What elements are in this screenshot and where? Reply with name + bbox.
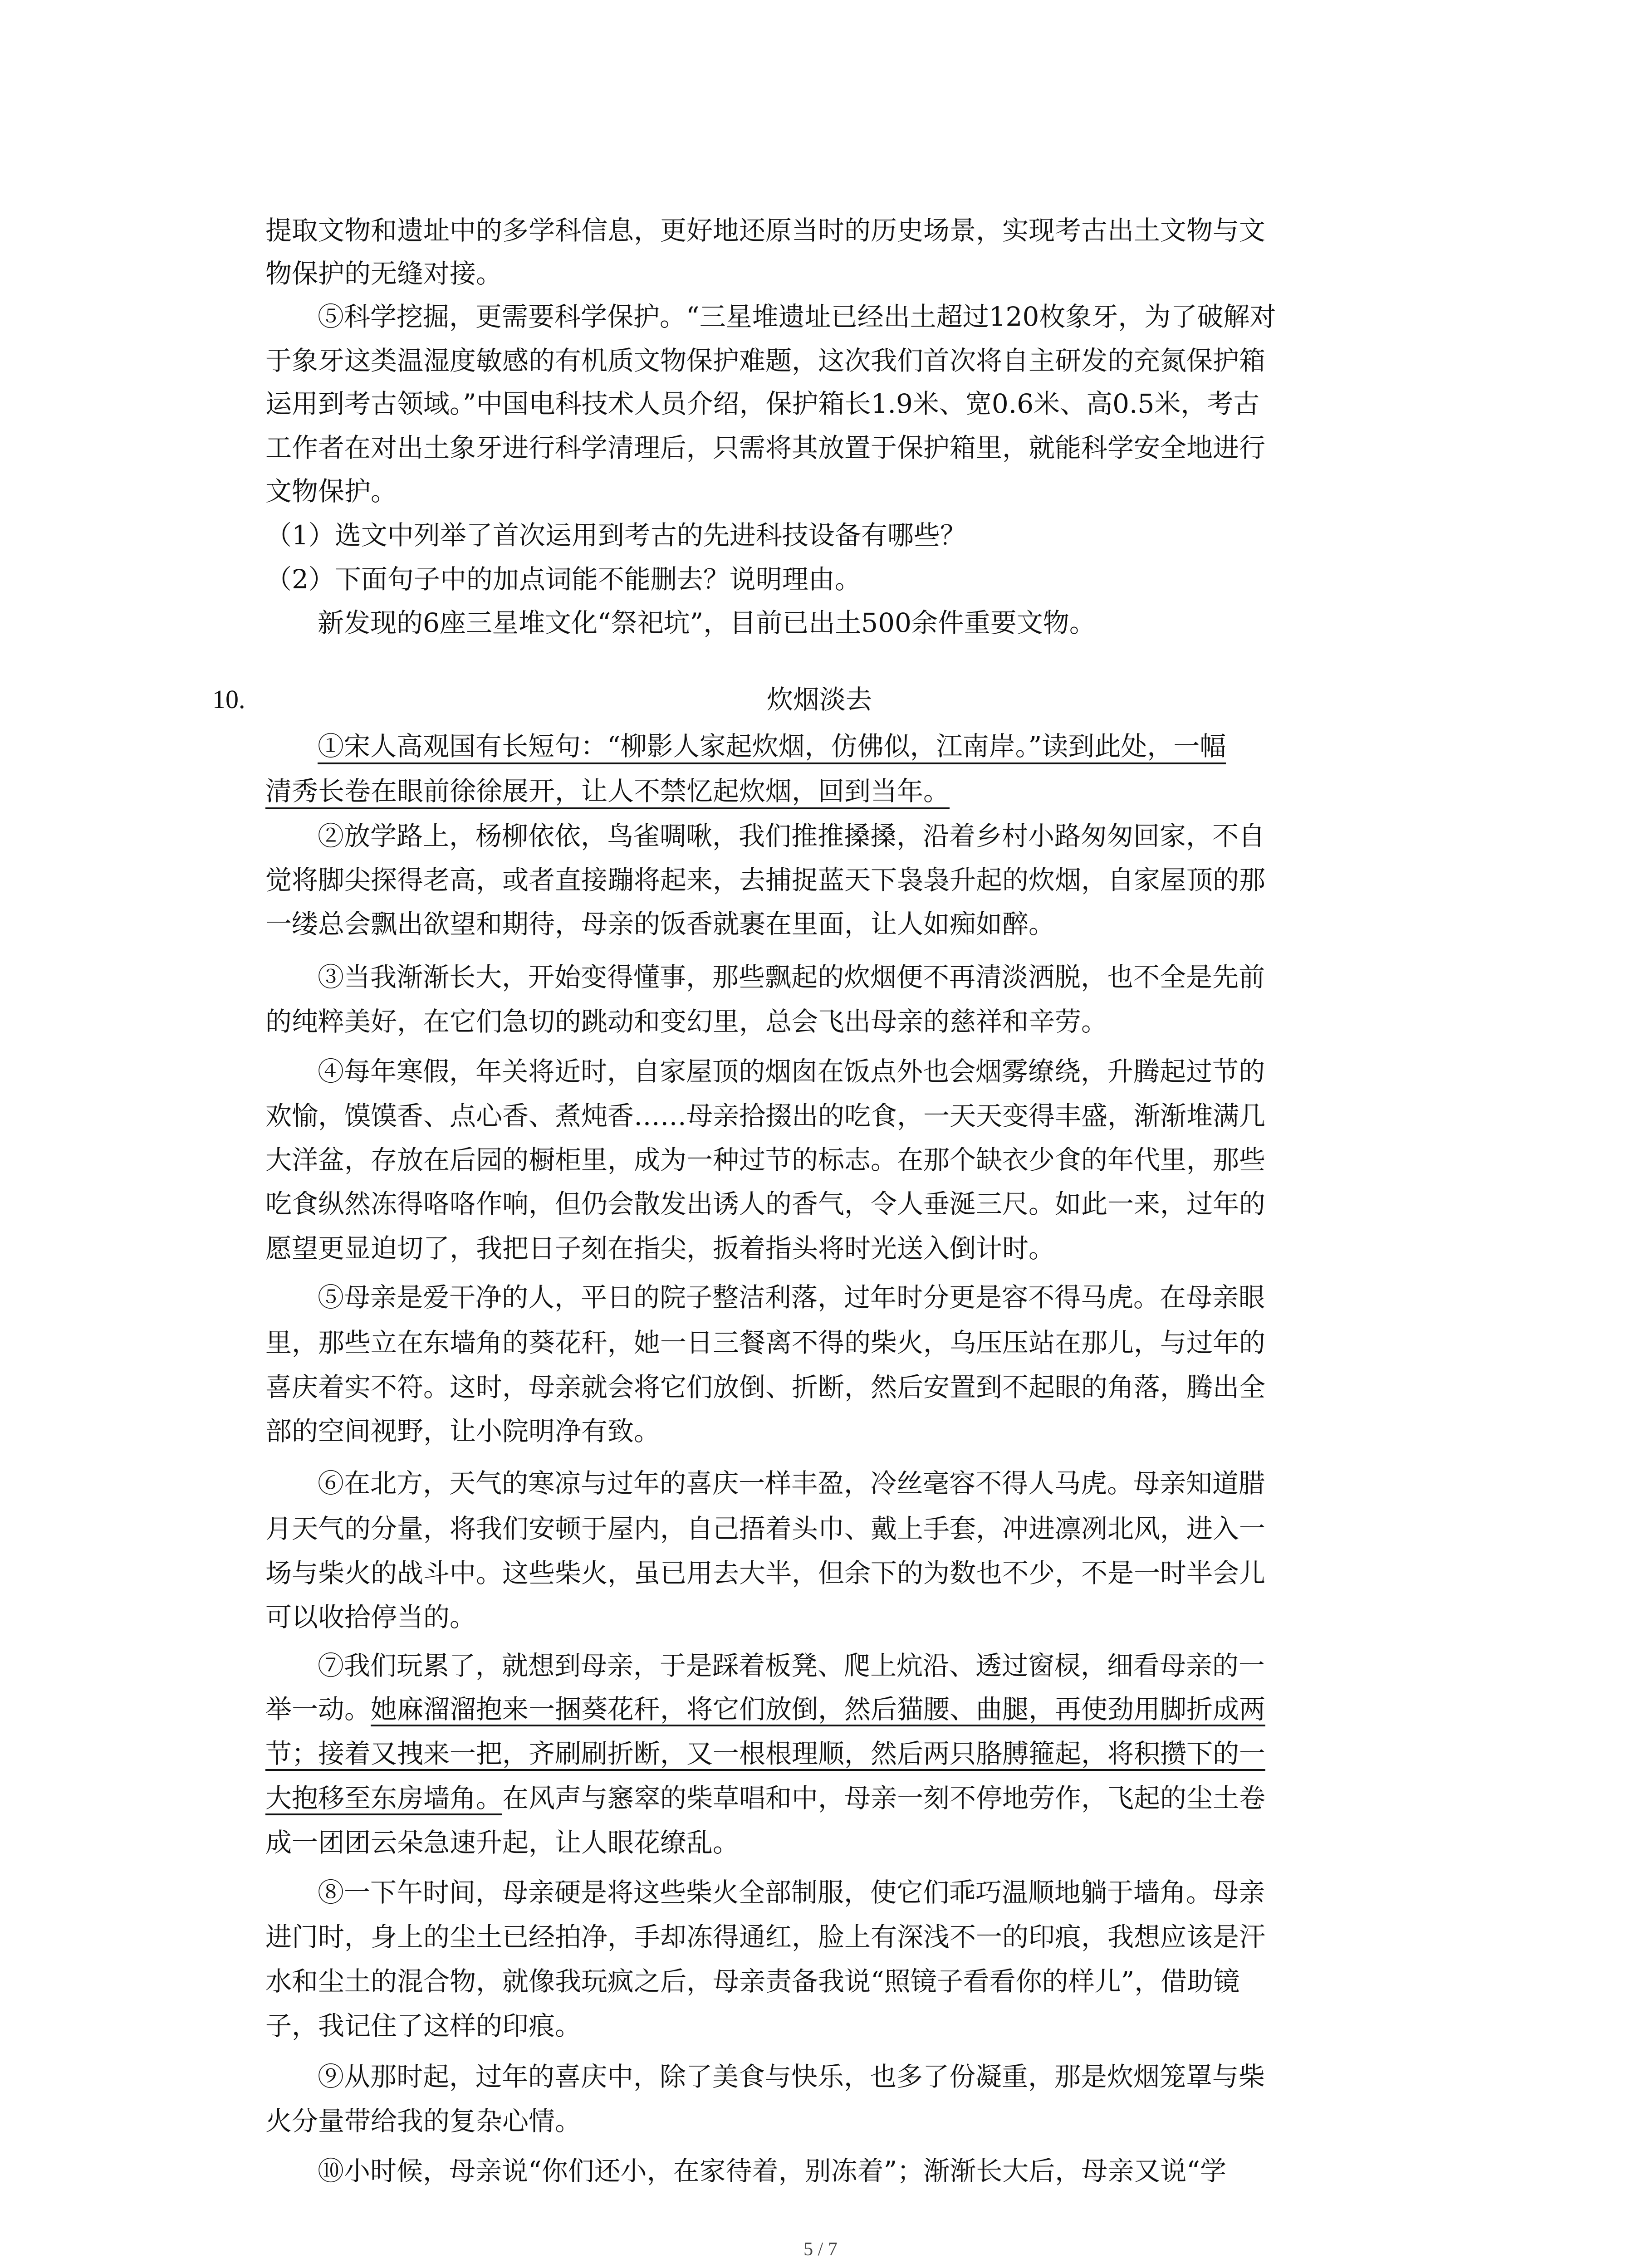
text-line: 场与柴火的战斗中。这些柴火，虽已用去大半，但余下的为数也不少，不是一时半会儿 [265,1558,1266,1589]
text-line [265,1691,1265,1727]
text-line: ⑧一下午时间，母亲硬是将这些柴火全部制服，使它们乖巧温顺地躺于墙角。母亲 [318,1877,1265,1908]
quoted-sentence: 新发现的6座三星堆文化“祭祀坑”，目前已出土500余件重要文物。 [318,607,1096,638]
text-line: 觉将脚尖探得老高，或者直接蹦将起来，去捕捉蓝天下袅袅升起的炊烟，自家屋顶的那 [265,865,1266,895]
underlined-text: 大抱移至东房墙角。 [265,1783,502,1815]
text-line: 大洋盆，存放在后园的橱柜里，成为一种过节的标志。在那个缺衣少食的年代里，那些 [265,1144,1266,1175]
text-line: 一缕总会飘出欲望和期待，母亲的饭香就裹在里面，让人如痴如醉。 [265,909,1055,939]
text-line: ⑥在北方，天气的寒凉与过年的喜庆一样丰盈，冷丝毫容不得人马虎。母亲知道腊 [318,1468,1265,1499]
text-line: 运用到考古领域。”中国电科技术人员介绍，保护箱长1.9米、宽0.6米、高0.5米，考古 [265,388,1260,419]
text-line: 可以收拾停当的。 [265,1602,476,1633]
page-number: 5 / 7 [803,2239,838,2260]
text-line: 的纯粹美好，在它们急切的跳动和变幻里，总会飞出母亲的慈祥和辛劳。 [265,1006,1108,1037]
text-line: ⑩小时候，母亲说“你们还小，在家待着，别冻着”；渐渐长大后，母亲又说“学 [318,2156,1226,2186]
underlined-text: 节；接着又拽来一把，齐刷刷折断，又一根根理顺，然后两只胳膊箍起，将积攒下的一 [265,1738,1265,1771]
text-line: 火分量带给我的复杂心情。 [265,2106,582,2136]
question-line: （2）下面句子中的加点词能不能删去？说明理由。 [265,564,861,595]
text-line: ⑤母亲是爱干净的人，平日的院子整洁利落，过年时分更是容不得马虎。在母亲眼 [318,1282,1265,1313]
plain-text: 在风声与窸窣的柴草唱和中，母亲一刻不停地劳作，飞起的尘土卷 [502,1783,1266,1813]
text-line: ②放学路上，杨柳依依，鸟雀啁啾，我们推推搡搡，沿着乡村小路匆匆回家，不自 [318,821,1265,851]
text-line [265,1780,1265,1816]
text-line [318,728,1226,764]
text-line: 月天气的分量，将我们安顿于屋内，自己捂着头巾、戴上手套，冲进凛冽北风，进入一 [265,1513,1266,1544]
text-line: 喜庆着实不符。这时，母亲就会将它们放倒、折断，然后安置到不起眼的角落，腾出全 [265,1372,1266,1403]
text-line: 吃食纵然冻得咯咯作响，但仍会散发出诱人的香气，令人垂涎三尺。如此一来，过年的 [265,1188,1266,1219]
text-line: 子，我记住了这样的印痕。 [265,2010,582,2041]
plain-text: 举一动。 [265,1694,371,1725]
text-line: ⑨从那时起，过年的喜庆中，除了美食与快乐，也多了份凝重，那是炊烟笼罩与柴 [318,2061,1265,2092]
underlined-text: 她麻溜溜抱来一捆葵花秆，将它们放倒，然后猫腰、曲腿，再使劲用脚折成两 [371,1694,1265,1726]
text-line: 水和尘土的混合物，就像我玩疯之后，母亲责备我说“照镜子看看你的样儿”，借助镜 [265,1966,1240,1997]
text-line: 里，那些立在东墙角的葵花秆，她一日三餐离不得的柴火，乌压压站在那儿，与过年的 [265,1327,1266,1358]
text-line: 提取文物和遗址中的多学科信息，更好地还原当时的历史场景，实现考古出土文物与文 [265,215,1266,246]
text-line: 于象牙这类温湿度敏感的有机质文物保护难题，这次我们首次将自主研发的充氮保护箱 [265,345,1266,376]
text-line: 成一团团云朵急速升起，让人眼花缭乱。 [265,1827,740,1858]
question-line: （1）选文中列举了首次运用到考古的先进科技设备有哪些？ [265,520,966,551]
underlined-text: 清秀长卷在眼前徐徐展开，让人不禁忆起炊烟，回到当年。 [265,776,950,809]
text-line: 物保护的无缝对接。 [265,258,503,289]
text-line: 愿望更显迫切了，我把日子刻在指尖，扳着指头将时光送入倒计时。 [265,1233,1055,1264]
text-line: 欢愉，馍馍香、点心香、煮炖香……母亲拾掇出的吃食，一天天变得丰盛，渐渐堆满几 [265,1100,1266,1131]
text-line [265,1735,1265,1772]
text-line: ④每年寒假，年关将近时，自家屋顶的烟囱在饭点外也会烟雾缭绕，升腾起过节的 [318,1056,1265,1087]
question-number: 10. [212,684,245,714]
text-line: ③当我渐渐长大，开始变得懂事，那些飘起的炊烟便不再清淡洒脱，也不全是先前 [318,962,1265,992]
text-line: 部的空间视野，让小院明净有致。 [265,1416,661,1447]
text-line: ⑦我们玩累了，就想到母亲，于是踩着板凳、爬上炕沿、透过窗棂，细看母亲的一 [318,1650,1265,1681]
underlined-text: ①宋人高观国有长短句：“柳影人家起炊烟，仿佛似，江南岸。”读到此处，一幅 [318,731,1226,764]
article-title: 炊烟淡去 [767,684,872,715]
text-line: ⑤科学挖掘，更需要科学保护。“三星堆遗址已经出土超过120枚象牙，为了破解对 [318,301,1276,332]
text-line: 文物保护。 [265,476,397,507]
text-line: 进门时，身上的尘土已经拍净，手却冻得通红，脸上有深浅不一的印痕，我想应该是汗 [265,1921,1266,1952]
text-line [265,773,950,809]
text-line: 工作者在对出土象牙进行科学清理后，只需将其放置于保护箱里，就能科学安全地进行 [265,432,1266,463]
